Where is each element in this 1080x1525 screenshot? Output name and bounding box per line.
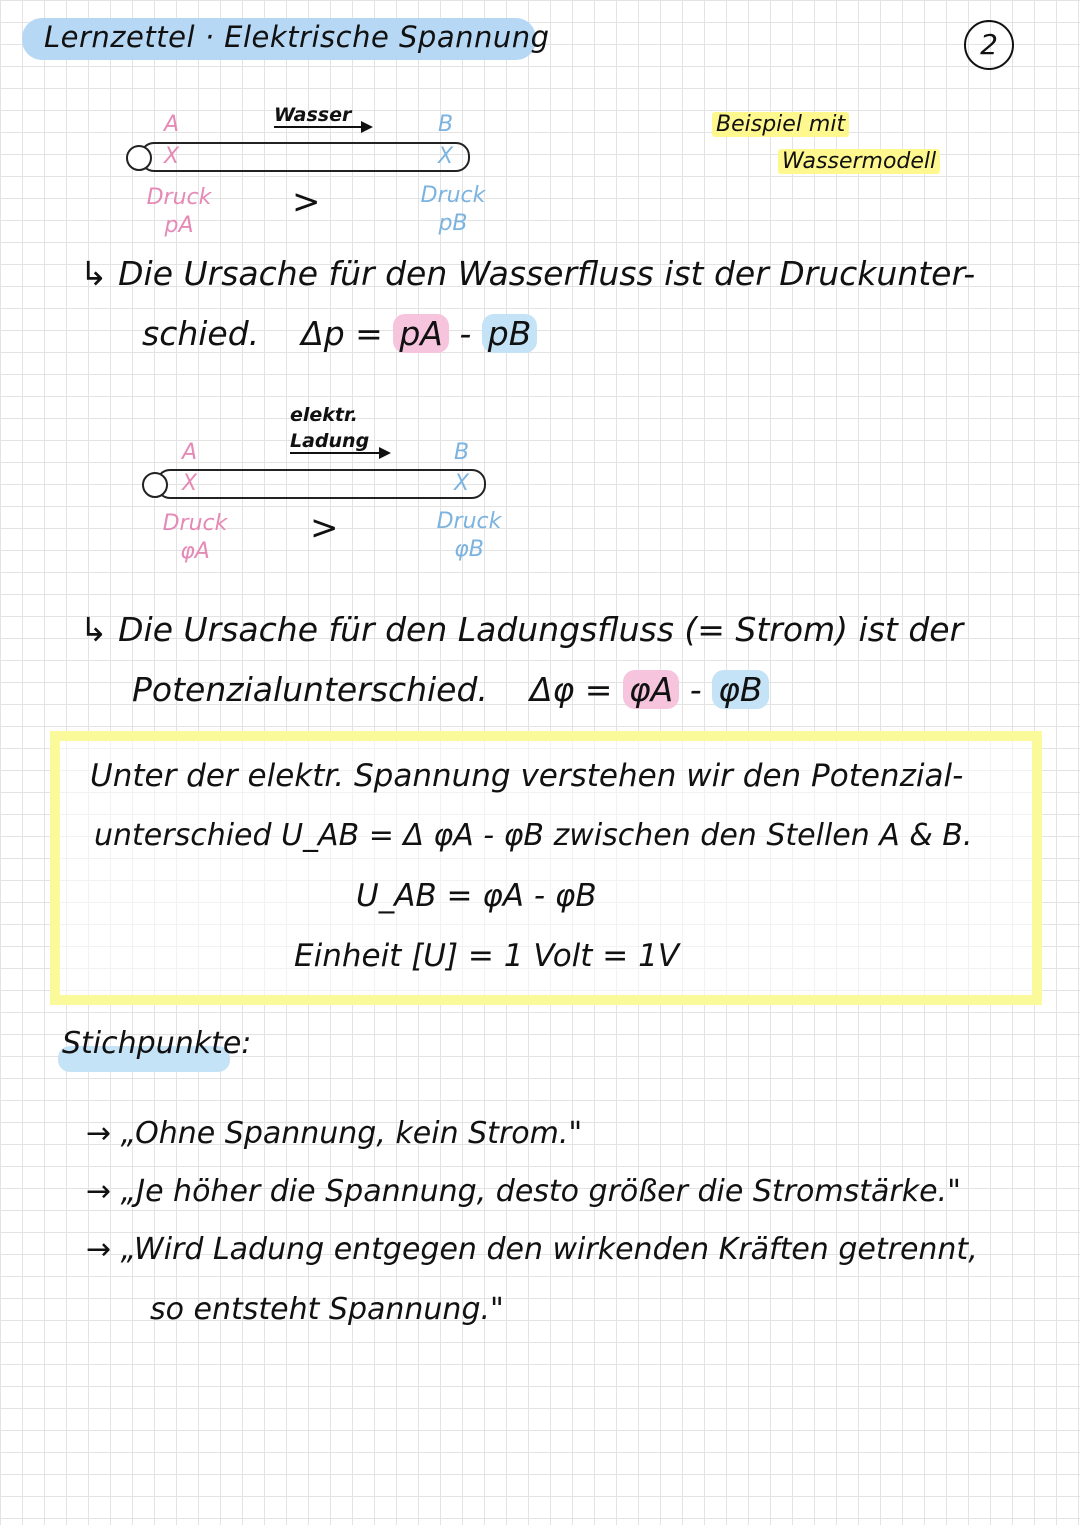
water-tube-opening	[126, 145, 152, 171]
page-title: Lernzettel · Elektrische Spannung	[44, 20, 550, 54]
definition-line2: unterschied U_AB = Δ φA - φB zwischen den Stellen A & B.	[94, 818, 973, 853]
page-number: 2	[964, 20, 1014, 70]
charge-point-a-label: A	[182, 440, 198, 465]
charge-cause-line1: ↳ Die Ursache für den Ladungsfluss (= Strom) ist der	[80, 610, 964, 649]
keypoint-item: → „Je höher die Spannung, desto größer die Stromstärke."	[86, 1174, 961, 1209]
keypoint-item-continuation: so entsteht Spannung."	[150, 1292, 504, 1327]
formula-pb: pB	[482, 314, 538, 353]
pressure-b-label: Druck pB	[420, 183, 486, 236]
water-flow-arrow: Wasser	[274, 104, 365, 128]
pressure-a-label: Druck pA	[146, 185, 212, 238]
example-note-line1: Beispiel mit	[712, 112, 849, 137]
point-b-mark: X	[438, 144, 454, 169]
point-a-mark: X	[164, 144, 180, 169]
charge-greater-than-sign: >	[310, 508, 339, 548]
example-note-line2: Wassermodell	[778, 149, 940, 174]
formula-phi-a: φA	[623, 670, 679, 709]
keypoints-heading: Stichpunkte:	[62, 1026, 252, 1061]
charge-tube	[156, 469, 486, 499]
charge-tube-opening	[142, 472, 168, 498]
water-cause-line1: ↳ Die Ursache für den Wasserfluss ist der Druckunter-	[80, 254, 976, 293]
charge-cause-line2: Potenzialunterschied. Δφ = φA - φB	[132, 670, 769, 709]
charge-point-b-label: B	[454, 440, 470, 465]
charge-flow-arrow: Ladung	[290, 430, 383, 454]
charge-point-b-mark: X	[454, 471, 470, 496]
definition-unit: Einheit [U] = 1 Volt = 1V	[294, 938, 680, 974]
water-tube	[140, 142, 470, 172]
definition-formula: U_AB = φA - φB	[356, 878, 597, 914]
keypoint-item: → „Ohne Spannung, kein Strom."	[86, 1116, 583, 1151]
greater-than-sign: >	[292, 182, 321, 222]
charge-pressure-b-label: Druck φB	[436, 509, 502, 562]
point-a-label: A	[164, 112, 180, 137]
formula-phi-b: φB	[712, 670, 768, 709]
point-b-label: B	[438, 112, 454, 137]
charge-point-a-mark: X	[182, 471, 198, 496]
water-cause-line2: schied. Δp = pA - pB	[142, 314, 537, 353]
keypoint-item: → „Wird Ladung entgegen den wirkenden Kräften getrennt,	[86, 1232, 978, 1267]
charge-flow-label-1: elektr.	[290, 404, 358, 426]
formula-pa: pA	[393, 314, 449, 353]
charge-pressure-a-label: Druck φA	[162, 511, 228, 564]
definition-line1: Unter der elektr. Spannung verstehen wir den Potenzial-	[90, 758, 964, 794]
